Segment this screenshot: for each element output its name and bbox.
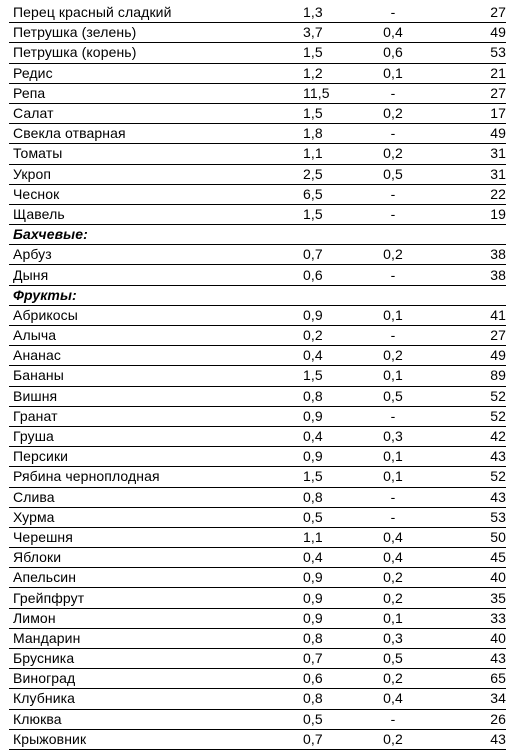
value-cell-3: 42 xyxy=(423,426,506,446)
value-cell-1: 0,5 xyxy=(299,507,359,527)
value-cell-3: 43 xyxy=(423,729,506,749)
table-row xyxy=(9,305,506,325)
value-cell-1: 0,9 xyxy=(299,447,359,467)
product-name-cell: Персики xyxy=(9,447,299,467)
table-row xyxy=(9,588,506,608)
product-name-cell: Крыжовник xyxy=(9,729,299,749)
product-name-cell: Укроп xyxy=(9,164,299,184)
value-cell-1: 11,5 xyxy=(299,83,359,103)
value-cell-1: 0,9 xyxy=(299,608,359,628)
value-cell-2: 0,3 xyxy=(359,628,423,648)
value-cell-3: 53 xyxy=(423,43,506,63)
product-name-cell: Грейпфрут xyxy=(9,588,299,608)
value-cell-1: 0,2 xyxy=(299,326,359,346)
value-cell-1: 0,8 xyxy=(299,628,359,648)
value-cell-2: 0,2 xyxy=(359,588,423,608)
value-cell-2: 0,3 xyxy=(359,426,423,446)
value-cell-2: 0,2 xyxy=(359,729,423,749)
table-row xyxy=(9,649,506,669)
value-cell-2: - xyxy=(359,204,423,224)
value-cell-1: 0,4 xyxy=(299,346,359,366)
value-cell-2: 0,4 xyxy=(359,23,423,43)
table-row xyxy=(9,608,506,628)
value-cell-2: - xyxy=(359,487,423,507)
value-cell-3: 41 xyxy=(423,305,506,325)
table-row xyxy=(9,164,506,184)
value-cell-3: 35 xyxy=(423,588,506,608)
product-name-cell: Клюква xyxy=(9,709,299,729)
value-cell-1: 0,7 xyxy=(299,245,359,265)
value-cell-2: - xyxy=(359,507,423,527)
value-cell-1: 0,7 xyxy=(299,649,359,669)
value-cell-3: 19 xyxy=(423,204,506,224)
table-row xyxy=(9,487,506,507)
value-cell-3: 38 xyxy=(423,265,506,285)
value-cell-3: 34 xyxy=(423,689,506,709)
table-row xyxy=(9,23,506,43)
value-cell-3: 17 xyxy=(423,103,506,123)
product-name-cell: Яблоки xyxy=(9,548,299,568)
value-cell-3: 21 xyxy=(423,63,506,83)
product-name-cell: Бананы xyxy=(9,366,299,386)
value-cell-3: 89 xyxy=(423,366,506,386)
product-name-cell: Хурма xyxy=(9,507,299,527)
value-cell-1: 0,4 xyxy=(299,548,359,568)
product-name-cell: Брусника xyxy=(9,649,299,669)
value-cell-2: 0,5 xyxy=(359,386,423,406)
value-cell-2: 0,2 xyxy=(359,144,423,164)
table-row xyxy=(9,507,506,527)
section-title: Фрукты: xyxy=(9,285,506,305)
value-cell-2: 0,4 xyxy=(359,689,423,709)
value-cell-2: 0,6 xyxy=(359,43,423,63)
product-name-cell: Вишня xyxy=(9,386,299,406)
value-cell-3: 49 xyxy=(423,23,506,43)
table-row xyxy=(9,245,506,265)
table-row xyxy=(9,124,506,144)
value-cell-1: 6,5 xyxy=(299,184,359,204)
value-cell-1: 0,7 xyxy=(299,729,359,749)
table-row xyxy=(9,103,506,123)
product-name-cell: Томаты xyxy=(9,144,299,164)
product-name-cell: Алыча xyxy=(9,326,299,346)
product-name-cell: Перец красный сладкий xyxy=(9,3,299,23)
table-row xyxy=(9,729,506,749)
value-cell-1: 0,6 xyxy=(299,669,359,689)
product-name-cell: Щавель xyxy=(9,204,299,224)
value-cell-2: 0,1 xyxy=(359,608,423,628)
value-cell-3: 43 xyxy=(423,487,506,507)
value-cell-2: - xyxy=(359,124,423,144)
table-row xyxy=(9,709,506,729)
value-cell-2: - xyxy=(359,265,423,285)
value-cell-1: 0,8 xyxy=(299,689,359,709)
value-cell-1: 2,5 xyxy=(299,164,359,184)
value-cell-2: 0,1 xyxy=(359,305,423,325)
section-header-row xyxy=(9,285,506,305)
value-cell-2: - xyxy=(359,83,423,103)
table-row xyxy=(9,184,506,204)
product-name-cell: Рябина черноплодная xyxy=(9,467,299,487)
value-cell-2: 0,1 xyxy=(359,63,423,83)
table-row xyxy=(9,447,506,467)
product-name-cell: Арбуз xyxy=(9,245,299,265)
product-name-cell: Чеснок xyxy=(9,184,299,204)
value-cell-1: 0,9 xyxy=(299,568,359,588)
product-name-cell: Клубника xyxy=(9,689,299,709)
product-name-cell: Дыня xyxy=(9,265,299,285)
value-cell-1: 1,5 xyxy=(299,366,359,386)
value-cell-3: 49 xyxy=(423,346,506,366)
section-header-row xyxy=(9,225,506,245)
product-name-cell: Редис xyxy=(9,63,299,83)
value-cell-1: 0,5 xyxy=(299,709,359,729)
product-name-cell: Свекла отварная xyxy=(9,124,299,144)
value-cell-3: 52 xyxy=(423,406,506,426)
value-cell-2: - xyxy=(359,326,423,346)
value-cell-1: 0,9 xyxy=(299,588,359,608)
table-row xyxy=(9,548,506,568)
table-row xyxy=(9,63,506,83)
value-cell-3: 52 xyxy=(423,386,506,406)
value-cell-1: 1,5 xyxy=(299,43,359,63)
table-row xyxy=(9,326,506,346)
product-name-cell: Салат xyxy=(9,103,299,123)
value-cell-1: 1,5 xyxy=(299,103,359,123)
value-cell-1: 3,7 xyxy=(299,23,359,43)
product-name-cell: Петрушка (корень) xyxy=(9,43,299,63)
product-name-cell: Мандарин xyxy=(9,628,299,648)
product-name-cell: Апельсин xyxy=(9,568,299,588)
value-cell-1: 0,8 xyxy=(299,386,359,406)
value-cell-2: 0,2 xyxy=(359,568,423,588)
nutrition-table xyxy=(9,3,506,750)
table-row xyxy=(9,3,506,23)
product-name-cell: Лимон xyxy=(9,608,299,628)
value-cell-3: 31 xyxy=(423,164,506,184)
value-cell-2: - xyxy=(359,709,423,729)
section-title: Бахчевые: xyxy=(9,225,506,245)
value-cell-3: 31 xyxy=(423,144,506,164)
product-name-cell: Груша xyxy=(9,426,299,446)
value-cell-1: 1,8 xyxy=(299,124,359,144)
value-cell-1: 0,9 xyxy=(299,305,359,325)
product-name-cell: Гранат xyxy=(9,406,299,426)
value-cell-1: 0,9 xyxy=(299,406,359,426)
table-row xyxy=(9,144,506,164)
table-row xyxy=(9,366,506,386)
value-cell-2: - xyxy=(359,184,423,204)
product-name-cell: Черешня xyxy=(9,527,299,547)
value-cell-3: 53 xyxy=(423,507,506,527)
product-name-cell: Виноград xyxy=(9,669,299,689)
value-cell-2: - xyxy=(359,406,423,426)
value-cell-3: 27 xyxy=(423,3,506,23)
value-cell-3: 27 xyxy=(423,83,506,103)
table-row xyxy=(9,43,506,63)
value-cell-3: 49 xyxy=(423,124,506,144)
value-cell-2: 0,5 xyxy=(359,164,423,184)
value-cell-2: 0,2 xyxy=(359,103,423,123)
value-cell-3: 45 xyxy=(423,548,506,568)
table-row xyxy=(9,689,506,709)
value-cell-2: 0,1 xyxy=(359,467,423,487)
value-cell-1: 1,5 xyxy=(299,467,359,487)
value-cell-1: 1,5 xyxy=(299,204,359,224)
value-cell-3: 50 xyxy=(423,527,506,547)
value-cell-1: 0,4 xyxy=(299,426,359,446)
table-row xyxy=(9,669,506,689)
table-row xyxy=(9,265,506,285)
value-cell-3: 33 xyxy=(423,608,506,628)
value-cell-1: 1,2 xyxy=(299,63,359,83)
value-cell-3: 40 xyxy=(423,568,506,588)
product-name-cell: Петрушка (зелень) xyxy=(9,23,299,43)
value-cell-3: 40 xyxy=(423,628,506,648)
product-name-cell: Ананас xyxy=(9,346,299,366)
table-row xyxy=(9,527,506,547)
table-body xyxy=(9,3,506,749)
value-cell-2: - xyxy=(359,3,423,23)
table-row xyxy=(9,426,506,446)
table-row xyxy=(9,346,506,366)
value-cell-2: 0,1 xyxy=(359,447,423,467)
value-cell-2: 0,5 xyxy=(359,649,423,669)
value-cell-3: 43 xyxy=(423,447,506,467)
product-name-cell: Слива xyxy=(9,487,299,507)
value-cell-1: 1,3 xyxy=(299,3,359,23)
value-cell-3: 43 xyxy=(423,649,506,669)
value-cell-2: 0,4 xyxy=(359,527,423,547)
table-row xyxy=(9,83,506,103)
value-cell-1: 1,1 xyxy=(299,527,359,547)
table-row xyxy=(9,467,506,487)
table-row xyxy=(9,628,506,648)
value-cell-3: 27 xyxy=(423,326,506,346)
value-cell-3: 26 xyxy=(423,709,506,729)
table-row xyxy=(9,386,506,406)
value-cell-2: 0,2 xyxy=(359,346,423,366)
product-name-cell: Абрикосы xyxy=(9,305,299,325)
table-row xyxy=(9,406,506,426)
value-cell-2: 0,4 xyxy=(359,548,423,568)
value-cell-3: 38 xyxy=(423,245,506,265)
value-cell-1: 0,6 xyxy=(299,265,359,285)
product-name-cell: Репа xyxy=(9,83,299,103)
table-row xyxy=(9,204,506,224)
value-cell-1: 0,8 xyxy=(299,487,359,507)
value-cell-3: 65 xyxy=(423,669,506,689)
value-cell-3: 52 xyxy=(423,467,506,487)
value-cell-2: 0,2 xyxy=(359,245,423,265)
value-cell-3: 22 xyxy=(423,184,506,204)
value-cell-2: 0,2 xyxy=(359,669,423,689)
table-row xyxy=(9,568,506,588)
value-cell-2: 0,1 xyxy=(359,366,423,386)
value-cell-1: 1,1 xyxy=(299,144,359,164)
